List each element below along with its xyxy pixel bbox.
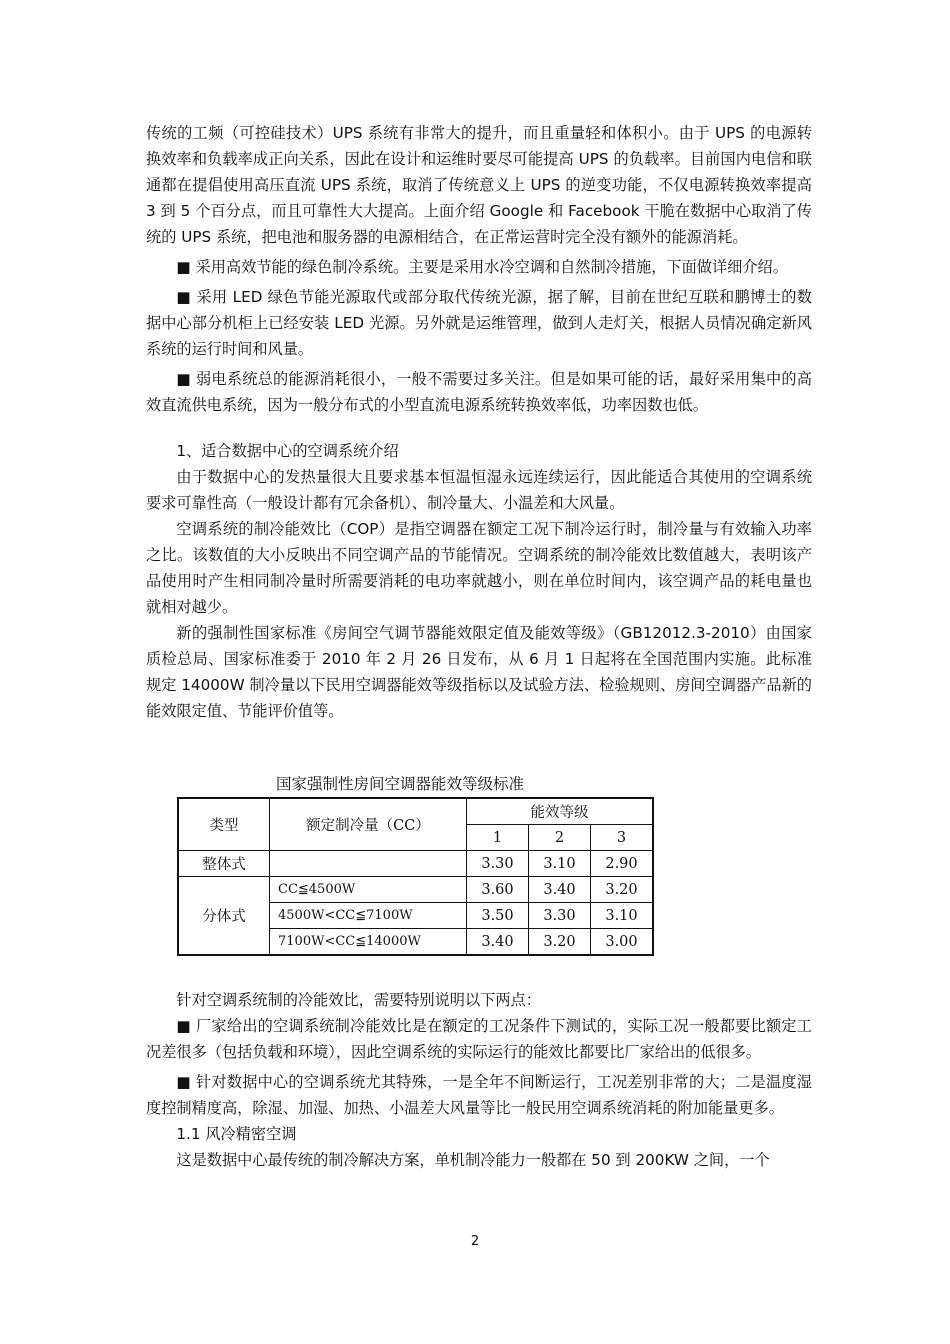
cell-cc: 4500W<CC≦7100W — [270, 903, 467, 929]
header-level-3: 3 — [591, 825, 654, 851]
cell-value: 3.00 — [591, 929, 654, 956]
cell-value: 2.90 — [591, 851, 654, 877]
bullet-datacenter: ■ 针对数据中心的空调系统尤其特殊，一是全年不间断运行，工况差别非常的大；二是温度湿度控制精度高，除湿、加湿、加热、小温差大风量等比一般民用空调系统消耗的附加能量更多。 — [146, 1073, 812, 1117]
cell-type-whole: 整体式 — [178, 851, 270, 877]
cell-value: 3.20 — [529, 929, 591, 956]
cell-value: 3.30 — [467, 851, 529, 877]
page-number: 2 — [470, 1234, 480, 1249]
cell-cc-whole — [270, 851, 467, 877]
paragraph-air-cooled: 这是数据中心最传统的制冷解决方案，单机制冷能力一般都在 50 到 200KW 之间，一个 — [176, 1151, 770, 1169]
paragraph-standard: 新的强制性国家标准《房间空气调节器能效限定值及能效等级》（GB12012.3-2010）由国家质检总局、国家标准委于 2010 年 2 月 26 日发布，从 6 月 1 日起将在全国范围内实施。此标准规定 14000W 制冷量以下民用空调器能效等级指标以及试验方法、检验规则、房间空调器产品新的能效限定值、节能评价值等。 — [146, 624, 812, 720]
header-type: 类型 — [178, 798, 270, 851]
header-efficiency-level: 能效等级 — [467, 798, 654, 825]
bullet-weak-current: ■ 弱电系统总的能源消耗很小，一般不需要过多关注。但是如果可能的话，最好采用集中的高效直流供电系统，因为一般分布式的小型直流电源系统转换效率低，功率因数也低。 — [146, 370, 812, 414]
header-level-1: 1 — [467, 825, 529, 851]
cell-value: 3.10 — [591, 903, 654, 929]
paragraph-heat: 由于数据中心的发热量很大且要求基本恒温恒湿永远连续运行，因此能适合其使用的空调系统要求可靠性高（一般设计都有冗余备机）、制冷量大、小温差和大风量。 — [146, 468, 812, 512]
header-rated-cooling: 额定制冷量（CC） — [270, 798, 467, 851]
cell-value: 3.50 — [467, 903, 529, 929]
body-text-top — [146, 120, 812, 724]
section-heading-1-1: 1.1 风冷精密空调 — [176, 1125, 297, 1143]
cell-type-split: 分体式 — [178, 877, 270, 956]
bullet-cooling: ■ 采用高效节能的绿色制冷系统。主要是采用水冷空调和自然制冷措施，下面做详细介绍。 — [176, 258, 788, 276]
cell-value: 3.60 — [467, 877, 529, 903]
cell-value: 3.10 — [529, 851, 591, 877]
header-level-2: 2 — [529, 825, 591, 851]
efficiency-table — [177, 797, 654, 956]
table-caption: 国家强制性房间空调器能效等级标准 — [276, 775, 525, 793]
body-text-bottom — [146, 987, 812, 1173]
cell-value: 3.20 — [591, 877, 654, 903]
table-row — [178, 851, 653, 877]
paragraph-cop: 空调系统的制冷能效比（COP）是指空调器在额定工况下制冷运行时，制冷量与有效输入功率之比。该数值的大小反映出不同空调产品的节能情况。空调系统的制冷能效比数值越大，表明该产品使用时产生相同制冷量时所需要消耗的电功率就越小，则在单位时间内，该空调产品的耗电量也就相对越少。 — [146, 520, 812, 616]
cell-value: 3.30 — [529, 903, 591, 929]
cell-value: 3.40 — [467, 929, 529, 956]
section-heading-1: 1、适合数据中心的空调系统介绍 — [176, 442, 399, 460]
paragraph-two-points: 针对空调系统制的冷能效比，需要特别说明以下两点： — [176, 991, 541, 1009]
cell-cc: CC≦4500W — [270, 877, 467, 903]
cell-cc: 7100W<CC≦14000W — [270, 929, 467, 956]
cell-value: 3.40 — [529, 877, 591, 903]
paragraph-ups: 传统的工频（可控硅技术）UPS 系统有非常大的提升，而且重量轻和体积小。由于 UPS 的电源转换效率和负载率成正向关系，因此在设计和运维时要尽可能提高 UPS 的负载率。目前国内电信和联通都在提倡使用高压直流 UPS 系统，取消了传统意义上 UPS 的逆变功能，不仅电源转换效率提高 3 到 5 个百分点，而且可靠性大大提高。上面介绍 Google 和 Facebook 干脆在数据中心取消了传统的 UPS 系统，把电池和服务器的电源相结合，在正常运营时完全没有额外的能源消耗。 — [146, 124, 812, 246]
bullet-led: ■ 采用 LED 绿色节能光源取代或部分取代传统光源，据了解，目前在世纪互联和鹏博士的数据中心部分机柜上已经安装 LED 光源。另外就是运维管理，做到人走灯关，根据人员情况确定新风系统的运行时间和风量。 — [146, 288, 812, 358]
table-row — [178, 877, 653, 903]
bullet-manufacturer: ■ 厂家给出的空调系统制冷能效比是在额定的工况条件下测试的，实际工况一般都要比额定工况差很多（包括负载和环境），因此空调系统的实际运行的能效比都要比厂家给出的低很多。 — [146, 1017, 812, 1061]
